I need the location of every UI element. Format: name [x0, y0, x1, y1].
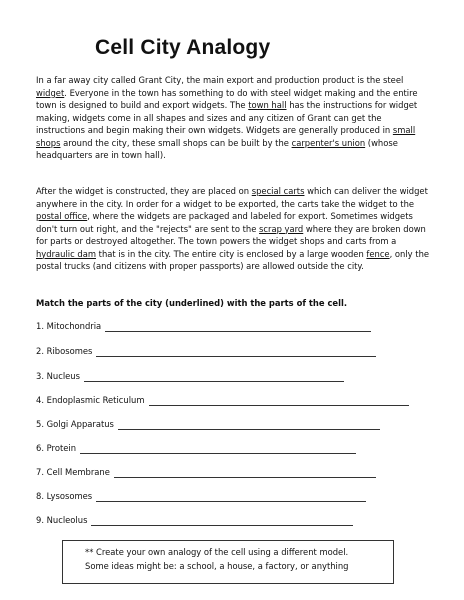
text: which can deliver the widget anywhere in the city. In order for a widget to be exported, the carts take the widget to the — [36, 186, 428, 209]
underlined-term-scrap-yard: scrap yard — [259, 223, 304, 234]
match-label: 2. Ribosomes — [36, 346, 93, 356]
answer-blank[interactable] — [118, 420, 380, 430]
underlined-term-fence: fence — [366, 248, 390, 259]
story-paragraph-1 — [36, 74, 430, 162]
answer-blank[interactable] — [114, 468, 376, 478]
underlined-term-widget: widget — [36, 87, 65, 98]
match-label: 3. Nucleus — [36, 371, 80, 381]
underlined-term-carpenters-union: carpenter's union — [291, 137, 366, 148]
match-label: 9. Nucleolus — [36, 515, 88, 525]
match-item-lysosomes — [36, 490, 416, 502]
text: has the instructions for widget making, widgets come in all shapes and sizes and any citizen of Grant can get the instructions and begin making their own widgets. Widgets are generally produced in — [36, 100, 418, 135]
underlined-term-town-hall: town hall — [248, 100, 287, 110]
matching-instructions: Match the parts of the city (underlined) with the parts of the cell. — [36, 298, 348, 308]
answer-blank[interactable] — [80, 444, 356, 454]
match-item-nucleolus — [36, 514, 416, 526]
answer-blank[interactable] — [96, 347, 376, 357]
match-item-golgi-apparatus — [36, 418, 416, 430]
text: (whose headquarters are in town hall). — [36, 137, 398, 160]
match-item-mitochondria — [36, 320, 416, 332]
match-item-ribosomes — [36, 345, 416, 357]
answer-blank[interactable] — [149, 396, 409, 406]
underlined-term-small-shops: small shops — [36, 125, 416, 148]
text: After the widget is constructed, they are placed on — [36, 186, 252, 196]
text: , where the widgets are packaged and labeled for export. Sometimes widgets don't turn out right, and the "rejects" are sent to the — [36, 211, 413, 234]
text: In a far away city called Grant City, the main export and production product is the steel — [36, 75, 404, 85]
match-label: 4. Endoplasmic Reticulum — [36, 395, 145, 405]
text: . Everyone in the town has something to do with steel widget making and the entire town is designed to build and export widgets. The — [36, 87, 418, 110]
story-paragraph-2 — [36, 185, 430, 273]
text: , only the postal trucks (and citizens with proper passports) are allowed outside the city. — [36, 248, 430, 271]
match-label: 5. Golgi Apparatus — [36, 419, 114, 429]
match-item-endoplasmic-reticulum — [36, 394, 416, 406]
analogy-prompt-line-2: Some ideas might be: a school, a house, a factory, or anything — [85, 561, 349, 571]
text: around the city, these small shops can be built by the — [60, 137, 292, 148]
match-label: 1. Mitochondria — [36, 321, 102, 331]
match-item-cell-membrane — [36, 466, 416, 478]
analogy-prompt-box — [62, 540, 394, 584]
text: where they are broken down for parts or destroyed altogether. The town powers the widget shops and carts from a — [36, 223, 426, 246]
match-item-nucleus — [36, 370, 416, 382]
answer-blank[interactable] — [105, 322, 371, 332]
underlined-term-hydraulic-dam: hydraulic dam — [36, 248, 96, 259]
text: that is in the city. The entire city is enclosed by a large wooden — [96, 248, 367, 259]
match-label: 7. Cell Membrane — [36, 467, 110, 477]
page-title: Cell City Analogy — [95, 36, 271, 59]
answer-blank[interactable] — [91, 516, 353, 526]
match-label: 6. Protein — [36, 443, 77, 453]
answer-blank[interactable] — [84, 372, 344, 382]
analogy-prompt-line-1: ** Create your own analogy of the cell using a different model. — [85, 547, 349, 557]
match-label: 8. Lysosomes — [36, 491, 93, 501]
match-item-protein — [36, 442, 416, 454]
underlined-term-special-carts: special carts — [251, 186, 305, 196]
answer-blank[interactable] — [96, 492, 366, 502]
underlined-term-postal-office: postal office — [36, 211, 88, 221]
